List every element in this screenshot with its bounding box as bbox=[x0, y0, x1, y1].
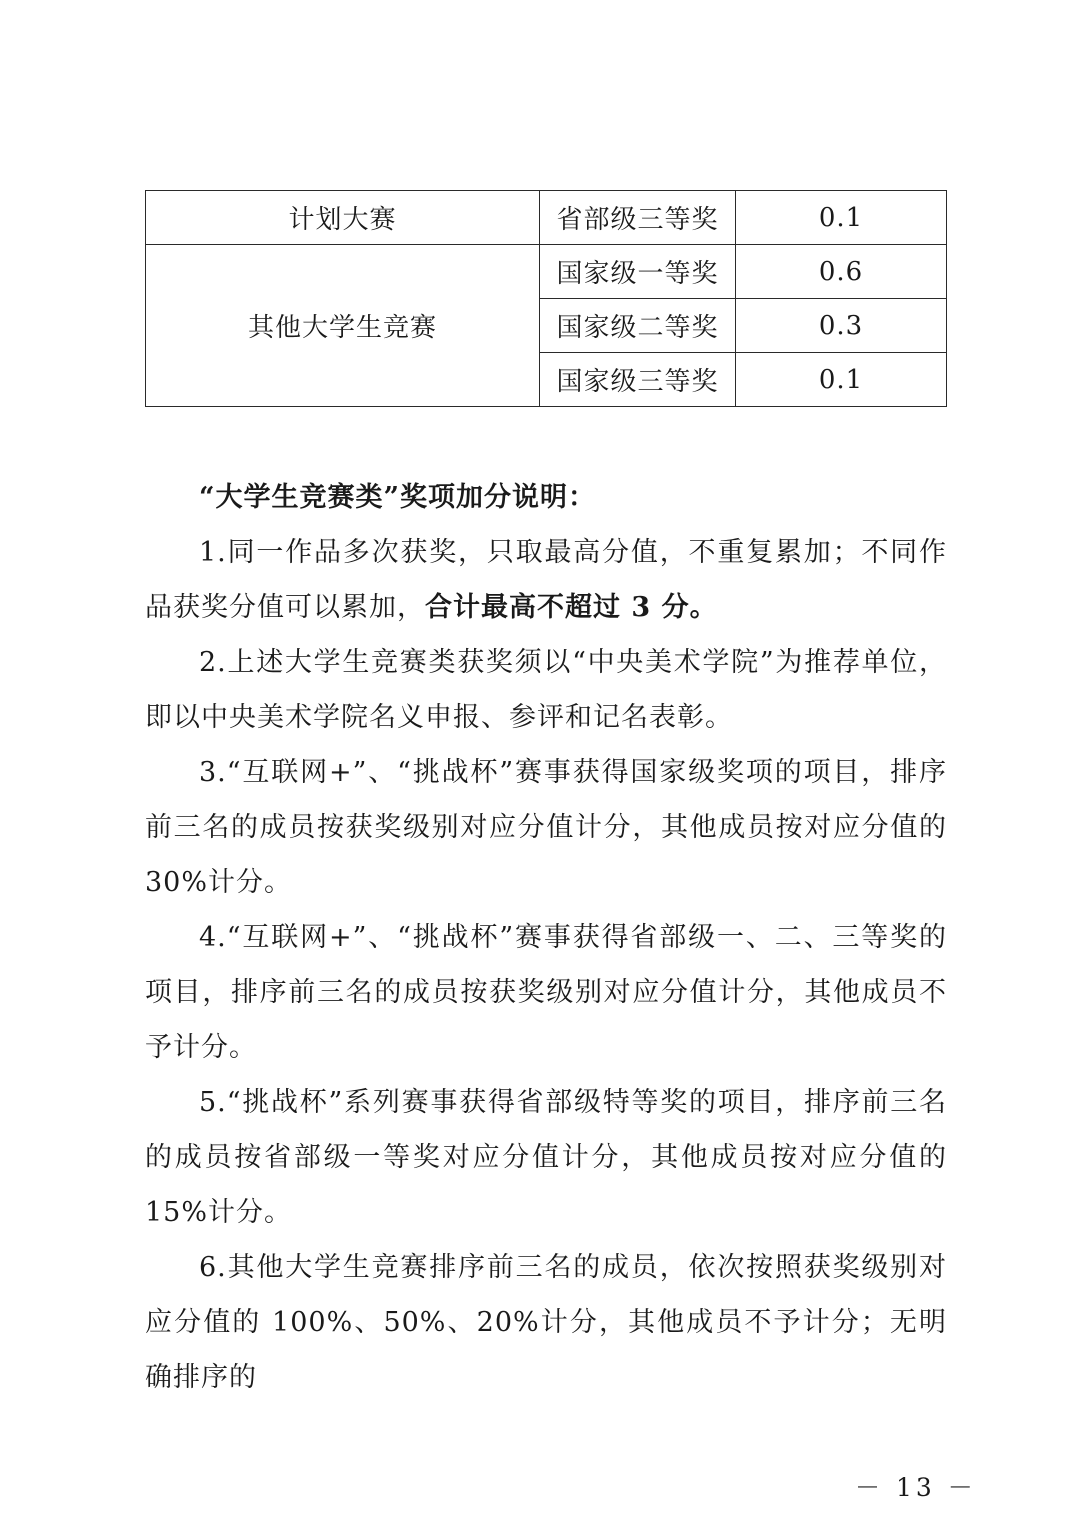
score-table bbox=[145, 190, 947, 407]
competition-cell: 计划大赛 bbox=[146, 191, 540, 245]
score-cell: 0.1 bbox=[736, 191, 947, 245]
competition-cell: 其他大学生竞赛 bbox=[146, 245, 540, 407]
award-level-cell: 省部级三等奖 bbox=[540, 191, 736, 245]
award-level-cell: 国家级二等奖 bbox=[540, 299, 736, 353]
note-item-6: 6.其他大学生竞赛排序前三名的成员，依次按照获奖级别对应分值的 100%、50%、20%计分，其他成员不予计分；无明确排序的 bbox=[145, 1252, 947, 1393]
bonus-notes bbox=[145, 470, 947, 1405]
table-row bbox=[146, 191, 947, 245]
score-cell: 0.6 bbox=[736, 245, 947, 299]
note-item-2: 2.上述大学生竞赛类获奖须以“中央美术学院”为推荐单位，即以中央美术学院名义申报、参评和记名表彰。 bbox=[145, 647, 947, 733]
note-item-1-limit: 合计最高不超过 3 分。 bbox=[425, 592, 718, 623]
note-item-3: 3.“互联网+”、“挑战杯”赛事获得国家级奖项的项目，排序前三名的成员按获奖级别对应分值计分，其他成员按对应分值的 30%计分。 bbox=[145, 757, 947, 898]
page-number: － 13 － bbox=[855, 1473, 977, 1502]
note-item-1-text: 1.同一作品多次获奖，只取最高分值，不重复累加；不同作品获奖分值可以累加， bbox=[145, 537, 947, 623]
notes-heading: “大学生竞赛类”奖项加分说明： bbox=[199, 482, 597, 513]
award-level-cell: 国家级三等奖 bbox=[540, 353, 736, 407]
score-cell: 0.1 bbox=[736, 353, 947, 407]
award-level-cell: 国家级一等奖 bbox=[540, 245, 736, 299]
note-item-1 bbox=[145, 525, 947, 635]
score-cell: 0.3 bbox=[736, 299, 947, 353]
note-item-5: 5.“挑战杯”系列赛事获得省部级特等奖的项目，排序前三名的成员按省部级一等奖对应分值计分，其他成员按对应分值的 15%计分。 bbox=[145, 1087, 947, 1228]
note-item-4: 4.“互联网+”、“挑战杯”赛事获得省部级一、二、三等奖的项目，排序前三名的成员按获奖级别对应分值计分，其他成员不予计分。 bbox=[145, 922, 947, 1063]
table-row bbox=[146, 245, 947, 299]
